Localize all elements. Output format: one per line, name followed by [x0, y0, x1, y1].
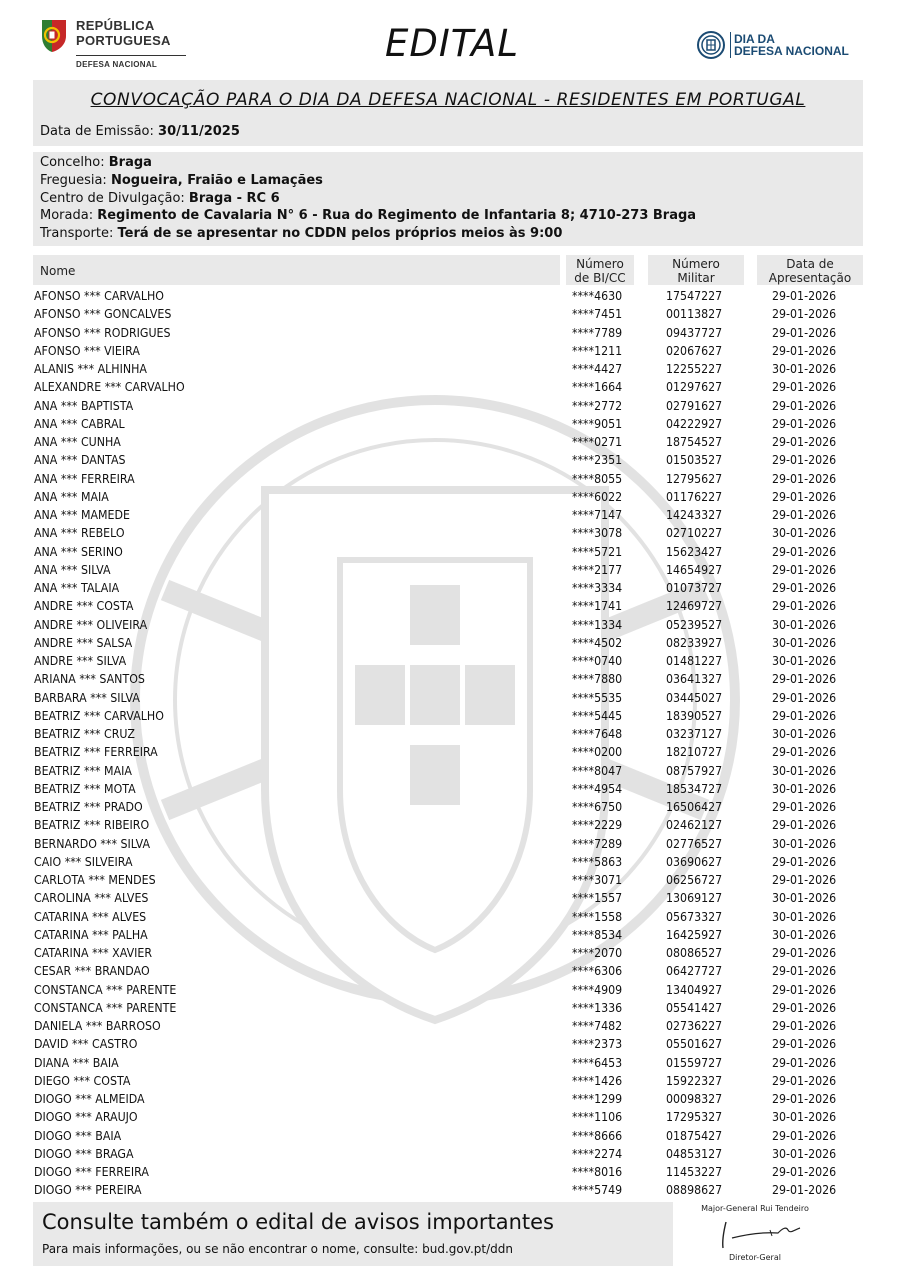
rp-line2: PORTUGUESA — [76, 33, 171, 48]
date-cell: 29-01-2026 — [772, 873, 837, 887]
name-cell: DANIELA *** BARROSO — [34, 1019, 161, 1033]
table-row — [0, 287, 904, 305]
militar-cell: 01481227 — [666, 654, 723, 668]
table-row — [0, 926, 904, 944]
militar-cell: 18390527 — [666, 708, 723, 723]
militar-cell: 03445027 — [666, 690, 723, 705]
date-cell: 29-01-2026 — [772, 1037, 837, 1052]
table-row — [0, 853, 904, 871]
date-cell: 30-01-2026 — [772, 763, 837, 778]
concelho-label: Concelho: — [40, 155, 105, 170]
militar-cell: 02791627 — [666, 398, 723, 413]
date-cell: 30-01-2026 — [772, 1146, 837, 1161]
date-cell: 30-01-2026 — [772, 617, 837, 632]
militar-cell: 11453227 — [666, 1165, 723, 1179]
table-row — [0, 944, 904, 962]
name-cell: ALEXANDRE *** CARVALHO — [34, 380, 185, 395]
name-cell: ANDRE *** SILVA — [34, 654, 127, 668]
table-row — [0, 962, 904, 980]
name-cell: CATARINA *** ALVES — [34, 909, 147, 924]
name-cell: DIOGO *** FERREIRA — [34, 1165, 149, 1179]
militar-cell: 06427727 — [666, 964, 723, 979]
table-row — [0, 616, 904, 634]
date-cell: 29-01-2026 — [772, 1073, 837, 1088]
date-cell: 30-01-2026 — [772, 362, 837, 376]
name-cell: DAVID *** CASTRO — [34, 1037, 138, 1052]
name-cell: DIOGO *** PEREIRA — [34, 1183, 142, 1198]
morada-label: Morada: — [40, 208, 94, 223]
name-cell: CAROLINA *** ALVES — [34, 891, 149, 906]
table-row — [0, 415, 904, 433]
date-cell: 29-01-2026 — [772, 1055, 837, 1070]
date-cell: 29-01-2026 — [772, 453, 837, 468]
militar-cell: 14654927 — [666, 562, 723, 577]
date-cell: 29-01-2026 — [772, 1183, 837, 1198]
date-cell: 29-01-2026 — [772, 1165, 837, 1179]
table-row — [0, 561, 904, 579]
table-row — [0, 889, 904, 907]
name-cell: ANA *** FERREIRA — [34, 471, 135, 486]
name-cell: CESAR *** BRANDAO — [34, 964, 150, 979]
bi-cell: ****2177 — [572, 562, 623, 577]
location-box — [33, 152, 863, 246]
date-cell: 29-01-2026 — [772, 964, 837, 979]
date-cell: 29-01-2026 — [772, 544, 837, 559]
table-row — [0, 433, 904, 451]
bi-cell: ****5721 — [572, 544, 623, 559]
date-cell: 30-01-2026 — [772, 635, 837, 650]
name-cell: CONSTANCA *** PARENTE — [34, 982, 177, 997]
bi-cell: ****2772 — [572, 398, 623, 413]
militar-cell: 16506427 — [666, 800, 723, 814]
table-row — [0, 488, 904, 506]
table-row — [0, 743, 904, 761]
name-cell: BARBARA *** SILVA — [34, 690, 140, 705]
militar-cell: 14243327 — [666, 508, 723, 522]
date-cell: 29-01-2026 — [772, 380, 837, 395]
name-cell: DIOGO *** ARAUJO — [34, 1110, 138, 1125]
rp-line1: REPÚBLICA — [76, 18, 155, 33]
morada-value: Regimento de Cavalaria N° 6 - Rua do Regimento de Infantaria 8; 4710-273 Braga — [97, 208, 697, 223]
table-row — [0, 689, 904, 707]
bi-cell: ****5445 — [572, 708, 623, 723]
table-row — [0, 543, 904, 561]
table-row — [0, 1163, 904, 1181]
freguesia-label: Freguesia: — [40, 173, 107, 188]
column-header-nome — [33, 255, 560, 285]
name-cell: DIOGO *** BAIA — [34, 1128, 122, 1143]
bi-cell: ****8666 — [572, 1128, 623, 1143]
table-row — [0, 597, 904, 615]
convocation-box — [33, 80, 863, 146]
name-cell: CONSTANCA *** PARENTE — [34, 1000, 177, 1015]
emission-date-value: 30/11/2025 — [158, 124, 240, 139]
concelho-value: Braga — [108, 155, 152, 170]
date-cell: 29-01-2026 — [772, 435, 837, 449]
date-cell: 29-01-2026 — [772, 1128, 837, 1143]
bi-cell: ****2229 — [572, 818, 623, 833]
more-info-text: Para mais informações, ou se não encontrar o nome, consulte: bud.gov.pt/ddn — [42, 1242, 513, 1256]
militar-cell: 02736227 — [666, 1019, 723, 1033]
name-cell: AFONSO *** VIEIRA — [34, 343, 140, 358]
date-cell: 29-01-2026 — [772, 1019, 837, 1033]
name-cell: ANA *** BAPTISTA — [34, 398, 134, 413]
names-table — [0, 287, 904, 1200]
table-row — [0, 1054, 904, 1072]
column-header-bi-line1: Número — [576, 257, 624, 271]
table-row — [0, 1090, 904, 1108]
date-cell: 29-01-2026 — [772, 581, 837, 595]
militar-cell: 13404927 — [666, 982, 723, 997]
date-cell: 30-01-2026 — [772, 526, 837, 541]
date-cell: 29-01-2026 — [772, 398, 837, 413]
date-cell: 29-01-2026 — [772, 1000, 837, 1015]
bi-cell: ****7789 — [572, 325, 623, 340]
name-cell: ANDRE *** COSTA — [34, 599, 134, 614]
freguesia-line — [40, 173, 323, 188]
militar-cell: 03237127 — [666, 727, 723, 741]
name-cell: BEATRIZ *** CRUZ — [34, 727, 135, 741]
table-row — [0, 1072, 904, 1090]
date-cell: 29-01-2026 — [772, 946, 837, 960]
date-cell: 29-01-2026 — [772, 818, 837, 833]
name-cell: AFONSO *** GONCALVES — [34, 307, 172, 322]
militar-cell: 15922327 — [666, 1073, 723, 1088]
bi-cell: ****7451 — [572, 307, 623, 322]
bi-cell: ****0200 — [572, 745, 623, 760]
name-cell: ANA *** SILVA — [34, 562, 111, 577]
date-cell: 29-01-2026 — [772, 800, 837, 814]
date-cell: 29-01-2026 — [772, 854, 837, 869]
page-title: EDITAL — [385, 22, 519, 65]
table-row — [0, 1108, 904, 1126]
signatory-title: Diretor-Geral — [729, 1253, 781, 1262]
bi-cell: ****7648 — [572, 727, 623, 741]
date-cell: 30-01-2026 — [772, 891, 837, 906]
militar-cell: 00113827 — [666, 307, 723, 322]
name-cell: BEATRIZ *** PRADO — [34, 800, 143, 814]
militar-cell: 18754527 — [666, 435, 723, 449]
militar-cell: 01297627 — [666, 380, 723, 395]
name-cell: ANDRE *** OLIVEIRA — [34, 617, 148, 632]
name-cell: BEATRIZ *** MOTA — [34, 781, 136, 796]
militar-cell: 05673327 — [666, 909, 723, 924]
bi-cell: ****4427 — [572, 362, 623, 376]
dia-defesa-nacional-logo — [696, 30, 866, 62]
bi-cell: ****5749 — [572, 1183, 623, 1198]
table-row — [0, 524, 904, 542]
name-cell: ANA *** REBELO — [34, 526, 125, 541]
name-cell: CARLOTA *** MENDES — [34, 873, 156, 887]
militar-cell: 01875427 — [666, 1128, 723, 1143]
table-row — [0, 378, 904, 396]
militar-cell: 08233927 — [666, 635, 723, 650]
bi-cell: ****4630 — [572, 289, 623, 303]
column-header-militar-line1: Número — [672, 257, 720, 271]
name-cell: CATARINA *** XAVIER — [34, 946, 153, 960]
bi-cell: ****3334 — [572, 581, 623, 595]
militar-cell: 01073727 — [666, 581, 723, 595]
morada-line — [40, 208, 696, 223]
date-cell: 30-01-2026 — [772, 927, 837, 942]
bi-cell: ****4502 — [572, 635, 623, 650]
militar-cell: 02067627 — [666, 343, 723, 358]
bi-cell: ****6022 — [572, 489, 623, 504]
name-cell: BEATRIZ *** FERREIRA — [34, 745, 158, 760]
name-cell: AFONSO *** CARVALHO — [34, 289, 165, 303]
bi-cell: ****2070 — [572, 946, 623, 960]
date-cell: 29-01-2026 — [772, 307, 837, 322]
militar-cell: 12255227 — [666, 362, 723, 376]
emission-date-label: Data de Emissão: — [40, 124, 154, 139]
militar-cell: 05501627 — [666, 1037, 723, 1052]
table-row — [0, 634, 904, 652]
name-cell: BEATRIZ *** CARVALHO — [34, 708, 164, 723]
table-row — [0, 342, 904, 360]
convocation-title: CONVOCAÇÃO PARA O DIA DA DEFESA NACIONAL - RESIDENTES EM PORTUGAL — [90, 90, 806, 110]
table-row — [0, 871, 904, 889]
bi-cell: ****8055 — [572, 471, 623, 486]
ddn-line1: DIA DA — [734, 32, 775, 46]
name-cell: BEATRIZ *** MAIA — [34, 763, 132, 778]
militar-cell: 01559727 — [666, 1055, 723, 1070]
militar-cell: 06256727 — [666, 873, 723, 887]
militar-cell: 17295327 — [666, 1110, 723, 1125]
militar-cell: 04853127 — [666, 1146, 723, 1161]
footer-box — [33, 1202, 673, 1266]
name-cell: BEATRIZ *** RIBEIRO — [34, 818, 150, 833]
emission-date — [40, 124, 240, 139]
date-cell: 29-01-2026 — [772, 489, 837, 504]
table-row — [0, 835, 904, 853]
table-row — [0, 397, 904, 415]
date-cell: 29-01-2026 — [772, 672, 837, 687]
bi-cell: ****5863 — [572, 854, 623, 869]
bi-cell: ****1211 — [572, 343, 623, 358]
column-header-data-line1: Data de — [786, 257, 834, 271]
column-header-bi — [566, 255, 634, 285]
name-cell: ALANIS *** ALHINHA — [34, 362, 147, 376]
table-row — [0, 324, 904, 342]
militar-cell: 12469727 — [666, 599, 723, 614]
table-row — [0, 670, 904, 688]
name-cell: DIOGO *** ALMEIDA — [34, 1092, 145, 1106]
bi-cell: ****5535 — [572, 690, 623, 705]
table-row — [0, 470, 904, 488]
date-cell: 29-01-2026 — [772, 416, 837, 431]
table-row — [0, 725, 904, 743]
bi-cell: ****6306 — [572, 964, 623, 979]
table-row — [0, 762, 904, 780]
militar-cell: 00098327 — [666, 1092, 723, 1106]
bi-cell: ****1299 — [572, 1092, 623, 1106]
bi-cell: ****1664 — [572, 380, 623, 395]
date-cell: 29-01-2026 — [772, 508, 837, 522]
column-header-militar — [648, 255, 744, 285]
militar-cell: 13069127 — [666, 891, 723, 906]
date-cell: 30-01-2026 — [772, 836, 837, 851]
bi-cell: ****2373 — [572, 1037, 623, 1052]
page-header — [0, 0, 904, 78]
militar-cell: 18210727 — [666, 745, 723, 760]
table-row — [0, 305, 904, 323]
table-row — [0, 798, 904, 816]
name-cell: ANA *** CUNHA — [34, 435, 121, 449]
date-cell: 29-01-2026 — [772, 343, 837, 358]
column-header-data-line2: Apresentação — [768, 271, 852, 285]
militar-cell: 18534727 — [666, 781, 723, 796]
bi-cell: ****0740 — [572, 654, 623, 668]
table-row — [0, 1181, 904, 1199]
name-cell: ANDRE *** SALSA — [34, 635, 133, 650]
bi-cell: ****2351 — [572, 453, 623, 468]
bi-cell: ****9051 — [572, 416, 623, 431]
militar-cell: 01503527 — [666, 453, 723, 468]
militar-cell: 09437727 — [666, 325, 723, 340]
table-row — [0, 1035, 904, 1053]
bi-cell: ****0271 — [572, 435, 623, 449]
bi-cell: ****1334 — [572, 617, 623, 632]
militar-cell: 08898627 — [666, 1183, 723, 1198]
column-header-bi-line2: de BI/CC — [574, 271, 626, 285]
bi-cell: ****8534 — [572, 927, 623, 942]
name-cell: CAIO *** SILVEIRA — [34, 854, 133, 869]
divider — [730, 32, 731, 58]
militar-cell: 02710227 — [666, 526, 723, 541]
table-row — [0, 360, 904, 378]
table-row — [0, 652, 904, 670]
bi-cell: ****1106 — [572, 1110, 623, 1125]
bi-cell: ****7880 — [572, 672, 623, 687]
date-cell: 29-01-2026 — [772, 562, 837, 577]
date-cell: 30-01-2026 — [772, 1110, 837, 1125]
date-cell: 29-01-2026 — [772, 745, 837, 760]
bi-cell: ****3071 — [572, 873, 623, 887]
bi-cell: ****4909 — [572, 982, 623, 997]
militar-cell: 16425927 — [666, 927, 723, 942]
centro-line — [40, 191, 280, 206]
freguesia-value: Nogueira, Fraião e Lamaçães — [110, 173, 323, 188]
name-cell: AFONSO *** RODRIGUES — [34, 325, 171, 340]
bi-cell: ****7482 — [572, 1019, 623, 1033]
bi-cell: ****1558 — [572, 909, 623, 924]
bi-cell: ****6750 — [572, 800, 623, 814]
date-cell: 30-01-2026 — [772, 654, 837, 668]
date-cell: 29-01-2026 — [772, 289, 837, 303]
table-row — [0, 707, 904, 725]
bi-cell: ****3078 — [572, 526, 623, 541]
militar-cell: 05541427 — [666, 1000, 723, 1015]
table-row — [0, 1145, 904, 1163]
bi-cell: ****2274 — [572, 1146, 623, 1161]
militar-cell: 08086527 — [666, 946, 723, 960]
bi-cell: ****8016 — [572, 1165, 623, 1179]
date-cell: 30-01-2026 — [772, 781, 837, 796]
bi-cell: ****7289 — [572, 836, 623, 851]
table-row — [0, 999, 904, 1017]
table-row — [0, 1127, 904, 1145]
transporte-line — [40, 226, 562, 241]
centro-label: Centro de Divulgação: — [40, 191, 185, 206]
name-cell: DIEGO *** COSTA — [34, 1073, 131, 1088]
bi-cell: ****1426 — [572, 1073, 623, 1088]
date-cell: 29-01-2026 — [772, 325, 837, 340]
name-cell: DIOGO *** BRAGA — [34, 1146, 134, 1161]
bi-cell: ****1336 — [572, 1000, 623, 1015]
date-cell: 29-01-2026 — [772, 1092, 837, 1106]
concelho-line — [40, 155, 152, 170]
name-cell: ANA *** SERINO — [34, 544, 123, 559]
bi-cell: ****1557 — [572, 891, 623, 906]
name-cell: DIANA *** BAIA — [34, 1055, 119, 1070]
date-cell: 29-01-2026 — [772, 471, 837, 486]
rp-subtitle: DEFESA NACIONAL — [76, 60, 158, 69]
militar-cell: 04222927 — [666, 416, 723, 431]
militar-cell: 05239527 — [666, 617, 723, 632]
name-cell: BERNARDO *** SILVA — [34, 836, 151, 851]
militar-cell: 02776527 — [666, 836, 723, 851]
name-cell: CATARINA *** PALHA — [34, 927, 148, 942]
table-row — [0, 506, 904, 524]
militar-cell: 17547227 — [666, 289, 723, 303]
table-row — [0, 1017, 904, 1035]
name-cell: ANA *** MAIA — [34, 489, 109, 504]
militar-cell: 15623427 — [666, 544, 723, 559]
consulte-notice: Consulte também o edital de avisos importantes — [42, 1210, 554, 1234]
column-header-militar-line2: Militar — [677, 271, 715, 285]
table-row — [0, 816, 904, 834]
militar-cell: 01176227 — [666, 489, 723, 504]
name-cell: ANA *** TALAIA — [34, 581, 120, 595]
bi-cell: ****4954 — [572, 781, 623, 796]
table-row — [0, 908, 904, 926]
bi-cell: ****6453 — [572, 1055, 623, 1070]
date-cell: 29-01-2026 — [772, 982, 837, 997]
bi-cell: ****7147 — [572, 508, 623, 522]
date-cell: 29-01-2026 — [772, 708, 837, 723]
ddn-emblem-icon — [696, 30, 726, 60]
table-row — [0, 451, 904, 469]
date-cell: 30-01-2026 — [772, 909, 837, 924]
militar-cell: 03690627 — [666, 854, 723, 869]
name-cell: ANA *** CABRAL — [34, 416, 125, 431]
bi-cell: ****1741 — [572, 599, 623, 614]
signature-image — [708, 1216, 808, 1252]
table-row — [0, 780, 904, 798]
ddn-line2: DEFESA NACIONAL — [734, 44, 849, 58]
militar-cell: 12795627 — [666, 471, 723, 486]
date-cell: 30-01-2026 — [772, 727, 837, 741]
centro-value: Braga - RC 6 — [188, 191, 280, 206]
militar-cell: 08757927 — [666, 763, 723, 778]
militar-cell: 02462127 — [666, 818, 723, 833]
date-cell: 29-01-2026 — [772, 690, 837, 705]
signatory-name: Major-General Rui Tendeiro — [701, 1204, 809, 1213]
bi-cell: ****8047 — [572, 763, 623, 778]
transporte-label: Transporte: — [40, 226, 114, 241]
name-cell: ARIANA *** SANTOS — [34, 672, 145, 687]
transporte-value: Terá de se apresentar no CDDN pelos próprios meios às 9:00 — [117, 226, 563, 241]
name-cell: ANA *** MAMEDE — [34, 508, 130, 522]
column-header-nome-label: Nome — [40, 264, 76, 278]
militar-cell: 03641327 — [666, 672, 723, 687]
date-cell: 29-01-2026 — [772, 599, 837, 614]
table-row — [0, 981, 904, 999]
column-header-data — [757, 255, 863, 285]
table-row — [0, 579, 904, 597]
name-cell: ANA *** DANTAS — [34, 453, 126, 468]
